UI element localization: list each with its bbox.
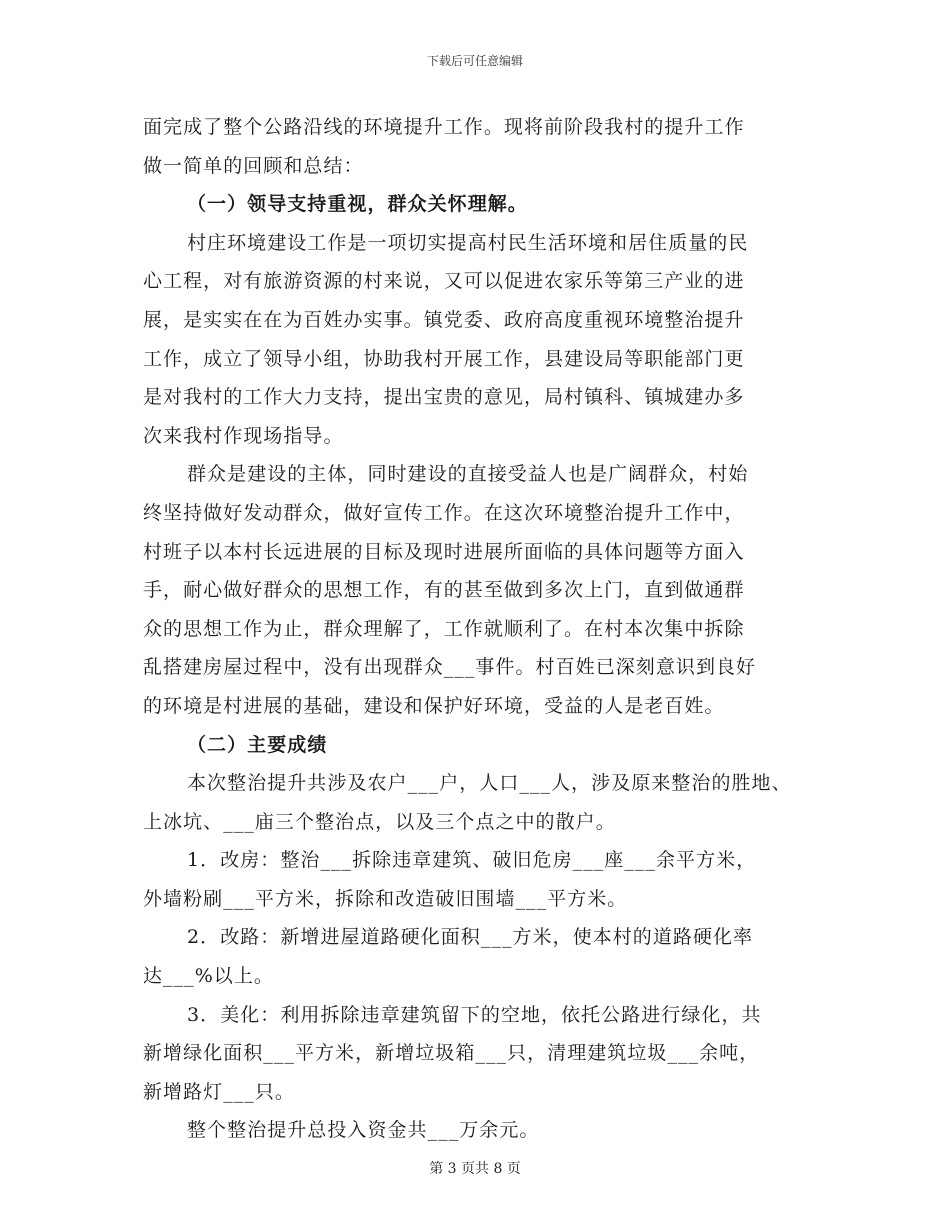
body-line: 次来我村作现场指导。 <box>143 424 344 447</box>
body-line: 众的思想工作为止，群众理解了，工作就顺利了。在村本次集中拆除 <box>143 617 745 640</box>
body-line: 工作，成立了领导小组，协助我村开展工作，县建设局等职能部门更 <box>143 347 745 370</box>
page-footer: 第 3 页共 8 页 <box>429 1161 521 1177</box>
body-line: 村庄环境建设工作是一项切实提高村民生活环境和居住质量的民 <box>187 231 749 254</box>
page-header: 下载后可任意编辑 <box>426 54 523 68</box>
body-line: 面完成了整个公路沿线的环境提升工作。现将前阶段我村的提升工作 <box>143 116 745 138</box>
body-line: 手，耐心做好群众的思想工作，有的甚至做到多次上门，直到做通群 <box>143 579 745 602</box>
document-body <box>143 108 808 1150</box>
body-line: 达___%以上。 <box>143 965 274 988</box>
body-line: 是对我村的工作大力支持，提出宝贵的意见，局村镇科、镇城建办多 <box>143 386 745 409</box>
body-line: 的环境是村进展的基础，建设和保护好环境，受益的人是老百姓。 <box>143 694 725 717</box>
body-line: 展，是实实在在为百姓办实事。镇党委、政府高度重视环境整治提升 <box>143 308 745 331</box>
body-line: 外墙粉刷___平方米，拆除和改造破旧围墙___平方米。 <box>143 887 628 910</box>
body-line: 心工程，对有旅游资源的村来说，又可以促进农家乐等第三产业的进 <box>143 270 745 293</box>
list-item: 2．改路：新增进屋道路硬化面积___方米，使本村的道路硬化率 <box>187 926 754 949</box>
section-heading-1: （一）领导支持重视，群众关怀理解。 <box>187 193 528 216</box>
body-line: 做一简单的回顾和总结： <box>143 154 364 177</box>
body-line: 终坚持做好发动群众，做好宣传工作。在这次环境整治提升工作中， <box>143 501 745 524</box>
list-item: 3．美化：利用拆除违章建筑留下的空地，依托公路进行绿化，共 <box>187 1003 762 1026</box>
body-line: 新增路灯___只。 <box>143 1080 295 1103</box>
body-line: 乱搭建房屋过程中，没有出现群众___事件。村百姓已深刻意识到良好 <box>143 656 757 679</box>
body-line: 本次整治提升共涉及农户___户，人口___人，涉及原来整治的胜地、 <box>187 772 792 795</box>
body-line: 村班子以本村长远进展的目标及现时进展所面临的具体问题等方面入 <box>143 540 745 563</box>
section-heading-2: （二）主要成绩 <box>187 733 328 756</box>
list-item: 1．改房：整治___拆除违章建筑、破旧危房___座___余平方米， <box>187 849 757 872</box>
body-line: 上冰坑、___庙三个整治点，以及三个点之中的散户。 <box>143 810 616 833</box>
body-line: 新增绿化面积___平方米，新增垃圾箱___只，清理建筑垃圾___余吨， <box>143 1042 760 1065</box>
body-line: 整个整治提升总投入资金共___万余元。 <box>187 1119 540 1142</box>
body-line: 群众是建设的主体，同时建设的直接受益人也是广阔群众，村始 <box>187 463 749 486</box>
